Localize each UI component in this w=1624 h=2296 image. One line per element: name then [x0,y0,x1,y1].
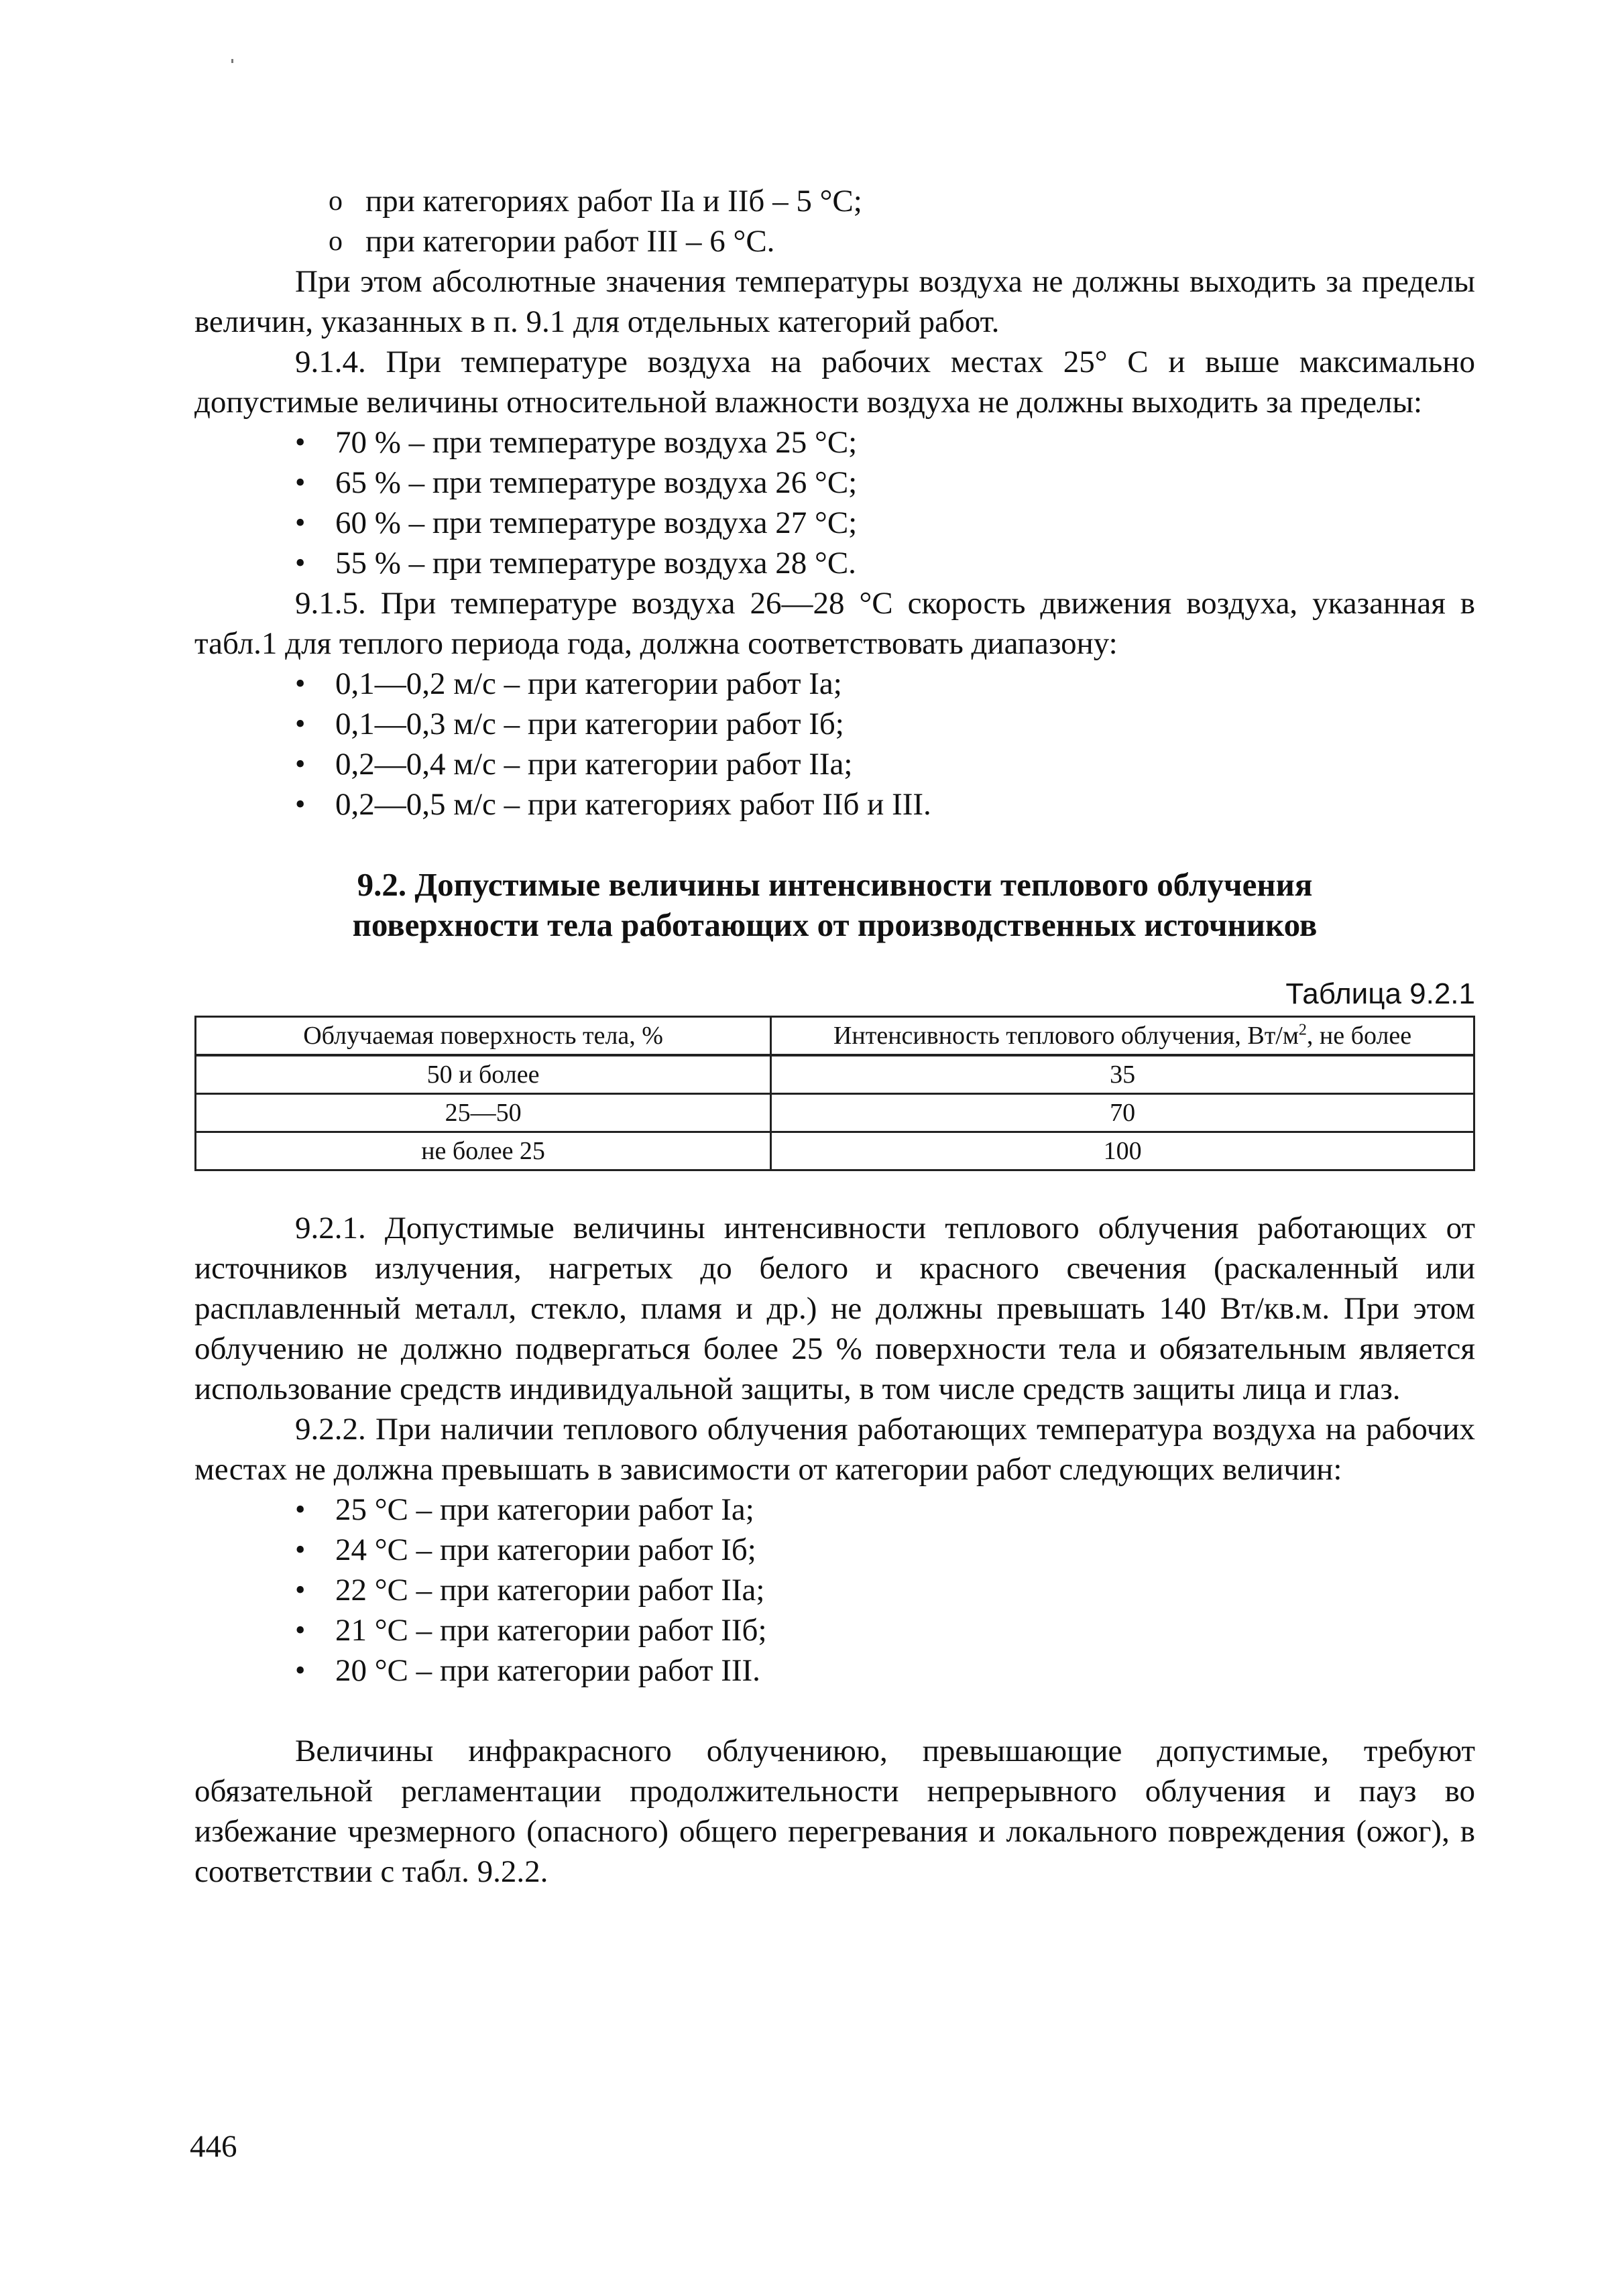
table-row [196,1132,1474,1170]
page-number: 446 [190,2129,237,2164]
irradiation-table [194,1016,1475,1171]
paragraph-9-2-2: 9.2.2. При наличии теплового облучения работающих температура воздуха на рабочих местах не должна превышать в зависимости от категории работ следующих величин: [194,1412,1475,1487]
category-deviation-list [329,181,1475,261]
humidity-list [295,422,1475,583]
paragraph-final: Величины инфракрасного облучениюю, превышающие допустимые, требуют обязательной регламентации продолжительности непрерывного облучения и пауз во избежание чрезмерного (опасного) общего перегревания и локального повреждения (ожог), в соответствии с табл. 9.2.2. [194,1734,1475,1889]
document-page [194,181,1475,1892]
list-item: • 0,2—0,5 м/с – при категориях работ IIб и III. [295,784,1475,825]
paragraph-9-2-1: 9.2.1. Допустимые величины интенсивности теплового облучения работающих от источников излучения, нагретых до белого и красного свечения (раскаленный или расплавленный металл, стекло, пламя и др.) не должны превышать 140 Вт/кв.м. При этом облучению не должно подвергаться более 25 % поверхности тела и обязательным является использование средств индивидуальной защиты, в том числе средств защиты лица и глаз. [194,1211,1475,1406]
cell-intensity: 70 [771,1094,1474,1132]
table-header-row [196,1017,1474,1056]
list-item: • 22 °C – при категории работ IIа; [295,1570,1475,1610]
list-item: o при категории работ III – 6 °C. [329,221,1475,261]
list-item: • 60 % – при температуре воздуха 27 °C; [295,503,1475,543]
paragraph-absolute-values: При этом абсолютные значения температуры воздуха не должны выходить за пределы величин, указанных в п. 9.1 для отдельных категорий работ. [194,264,1475,339]
air-speed-list [295,664,1475,825]
section-heading-line-2: поверхности тела работающих от производственных источников [352,906,1318,943]
section-heading [194,865,1475,945]
list-item: • 65 % – при температуре воздуха 26 °C; [295,463,1475,503]
list-item: • 0,2—0,4 м/с – при категории работ IIа; [295,744,1475,784]
column-header-surface: Облучаемая поверхность тела, % [196,1017,771,1056]
list-item: • 55 % – при температуре воздуха 28 °C. [295,543,1475,583]
cell-intensity: 100 [771,1132,1474,1170]
table-caption: Таблица 9.2.1 [1285,977,1475,1010]
cell-surface: 50 и более [196,1055,771,1094]
scan-speck [231,59,233,63]
section-heading-line-1: 9.2. Допустимые величины интенсивности теплового облучения [357,866,1313,903]
cell-surface: не более 25 [196,1132,771,1170]
list-item: • 21 °C – при категории работ IIб; [295,1610,1475,1650]
paragraph-9-1-4: 9.1.4. При температуре воздуха на рабочих местах 25° C и выше максимально допустимые величины относительной влажности воздуха не должны выходить за пределы: [194,345,1475,420]
list-item: • 70 % – при температуре воздуха 25 °C; [295,422,1475,463]
cell-surface: 25—50 [196,1094,771,1132]
cell-intensity: 35 [771,1055,1474,1094]
column-header-intensity: Интенсивность теплового облучения, $Вт/м^2$, не более [771,1017,1474,1056]
list-item: • 24 °C – при категории работ Iб; [295,1530,1475,1570]
list-item: o при категориях работ IIа и IIб – 5 °C; [329,181,1475,221]
paragraph-9-1-5: 9.1.5. При температуре воздуха 26—28 °C скорость движения воздуха, указанная в табл.1 для теплого периода года, должна соответствовать диапазону: [194,586,1475,661]
table-row [196,1094,1474,1132]
list-item: • 0,1—0,3 м/с – при категории работ Iб; [295,704,1475,744]
list-item: • 0,1—0,2 м/с – при категории работ Iа; [295,664,1475,704]
list-item: • 20 °C – при категории работ III. [295,1650,1475,1691]
temperature-list [295,1490,1475,1691]
table-row [196,1055,1474,1094]
list-item: • 25 °C – при категории работ Iа; [295,1490,1475,1530]
